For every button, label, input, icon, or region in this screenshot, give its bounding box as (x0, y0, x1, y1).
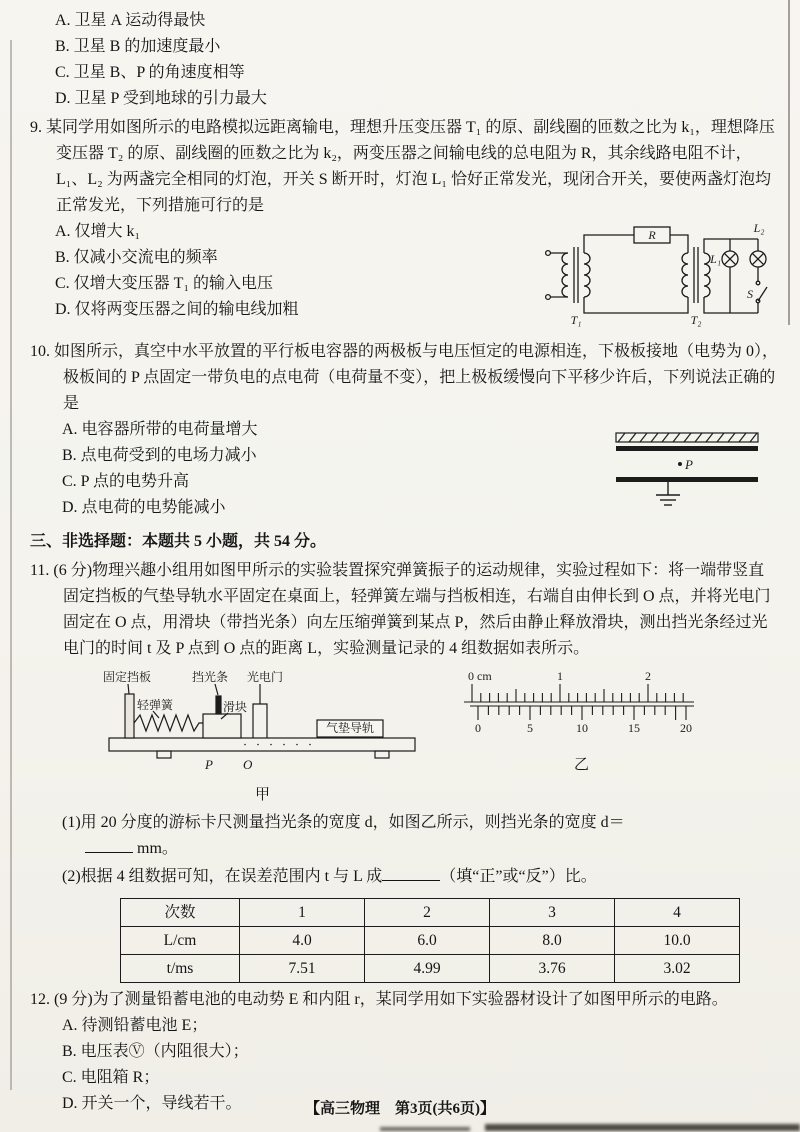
table-row-header (121, 899, 740, 927)
scan-edge-right (788, 0, 790, 325)
table-cell: 4.99 (365, 955, 490, 983)
q10-option-a: A. 电容器所带的电荷量增大 (62, 421, 258, 438)
q10-option-c: C. P 点的电势升高 (62, 473, 189, 490)
figure-caption-yi: 乙 (573, 757, 589, 773)
q9-options (30, 219, 538, 323)
q8-option-a: A. 卫星 A 运动得最快 (55, 12, 206, 29)
main-scale-label-1: 1 (557, 669, 563, 683)
q9-option-b: B. 仅减小交流电的频率 (55, 249, 218, 266)
fixed-baffle (125, 694, 134, 738)
label-point-o: O (243, 757, 253, 772)
q11-subquestion-1-blank-line: mm。 (30, 836, 778, 862)
q10-capacitor-figure (604, 419, 772, 526)
q11-subquestion-1: (1)用 20 分度的游标卡尺测量挡光条的宽度 d，如图乙所示，则挡光条的宽度 d＝ (62, 814, 625, 831)
air-track (109, 738, 415, 751)
q9-option-a: A. 仅增大 k₁ (55, 223, 141, 240)
vernier-scale-ticks (478, 706, 686, 720)
table-cell: 3.02 (615, 955, 740, 983)
photogate (253, 704, 267, 738)
q9-circuit-figure (538, 221, 778, 336)
q9-option-d: D. 仅将两变压器之间的输电线加粗 (55, 301, 299, 318)
track-foot-left (157, 751, 171, 758)
t2-secondary-coil (704, 253, 710, 297)
vernier-label-10: 10 (576, 721, 588, 735)
q8-option-c: C. 卫星 B、P 的角速度相等 (55, 64, 245, 81)
main-scale-label-0: 0 cm (468, 669, 492, 683)
q11-apparatus-figure (95, 668, 430, 808)
q8-options (30, 8, 778, 112)
circuit-label-s: S (747, 287, 753, 301)
section3-heading: 三、非选择题：本题共 5 小题，共 54 分。 (30, 533, 327, 550)
table-cell: 7.51 (240, 955, 365, 983)
q11-subquestion-2: (2)根据 4 组数据可知，在误差范围内 t 与 L 成 （填“正”或“反”）比。 (30, 864, 778, 890)
q12-number: 12. (30, 991, 50, 1008)
scan-edge-left (10, 40, 12, 1090)
q10-number: 10. (30, 343, 50, 360)
vernier-label-15: 15 (628, 721, 640, 735)
switch-blade (758, 287, 767, 301)
circuit-label-l1: L₁ (710, 252, 721, 266)
table-cell: 10.0 (615, 927, 740, 955)
label-point-p: P (205, 757, 213, 772)
table-cell: 4.0 (240, 927, 365, 955)
page-footer: 【高三物理 第3页(共6页)】 (305, 1101, 495, 1117)
spring (134, 715, 203, 731)
scan-smudge-bottom (485, 1124, 800, 1131)
table-row-t (121, 955, 740, 983)
q10-option-d: D. 点电荷的电势能减小 (62, 499, 226, 516)
ground-icon (656, 482, 680, 505)
circuit-label-t2: T₂ (690, 313, 702, 327)
point-charge-dot (678, 462, 682, 466)
page-content (30, 8, 778, 1117)
q12-item-b: B. 电压表Ⓥ（内阻很大）； (62, 1043, 249, 1060)
q11-stem: 11. (6 分)物理兴趣小组用如图甲所示的实验装置探究弹簧振子的运动规律，实验过程如下：将一端带竖直固定挡板的气垫导轨水平固定在桌面上，轻弹簧左端与挡板相连，右端自由伸长到 O 点，并将光电门固定在 O 点，用滑块（带挡光条）向左压缩弹簧到某点 P，然后由静止释放滑块，测出挡光条经过光电门的时间 t 及 P 点到 O 点的距离 L，实验测量记录的 4 组数据如表所示。 (30, 562, 771, 657)
circuit-label-r: R (648, 228, 656, 242)
label-track: 气垫导轨 (325, 721, 375, 735)
q9-number: 9. (30, 119, 42, 136)
table-cell: 1 (240, 899, 365, 927)
q12-item-d: D. 开关一个，导线若干。 (62, 1095, 242, 1112)
q11-number: 11. (30, 562, 50, 579)
table-cell: 6.0 (365, 927, 490, 955)
label-flag: 挡光条 (192, 670, 229, 684)
source-terminal-bottom (546, 295, 551, 300)
capacitor-label-p: P (685, 457, 693, 472)
q11-data-table (120, 898, 740, 983)
vernier-label-0: 0 (475, 721, 481, 735)
t1-secondary-coil (584, 253, 590, 297)
table-cell: 8.0 (490, 927, 615, 955)
table-cell: 次数 (121, 899, 240, 927)
t2-primary-coil (682, 253, 688, 297)
table-cell: L/cm (121, 927, 240, 955)
q11-vernier-figure (454, 668, 709, 778)
shutter-flag (216, 696, 221, 714)
circuit-label-l2: L₂ (753, 221, 765, 235)
label-spring: 轻弹簧 (137, 698, 174, 712)
q10-option-b: B. 点电荷受到的电场力减小 (62, 447, 257, 464)
q9-stem: 9. 某同学用如图所示的电路模拟远距离输电，理想升压变压器 T₁ 的原、副线圈的匝数之比为 k₁，理想降压变压器 T₂ 的原、副线圈的匝数之比为 k₂，两变压器之间输电线的总电阻为 R，其余线路电阻不计，L₁、L₂ 为两盏完全相同的灯泡，开关 S 断开时，灯泡 L₁ 恰好正常发光，现闭合开关，要使两盏灯泡均正常发光，下列措施可行的是 (30, 119, 775, 214)
bottom-plate (616, 477, 758, 482)
table-cell: 3.76 (490, 955, 615, 983)
scan-smudge-bottom-left (380, 1127, 470, 1131)
q10-options (30, 417, 604, 521)
q11-figures-row (95, 668, 778, 808)
main-scale-label-2: 2 (645, 669, 651, 683)
table-row-L (121, 927, 740, 955)
answer-blank (85, 837, 133, 853)
label-slider: 滑块 (223, 700, 248, 714)
table-cell: 4 (615, 899, 740, 927)
label-baffle: 固定挡板 (103, 670, 152, 684)
q8-option-b: B. 卫星 B 的加速度最小 (55, 38, 221, 55)
table-cell: t/ms (121, 955, 240, 983)
q8-option-d: D. 卫星 P 受到地球的引力最大 (55, 90, 267, 107)
figure-caption-jia: 甲 (254, 787, 270, 803)
q10-stem: 10. 如图所示，真空中水平放置的平行板电容器的两极板与电压恒定的电源相连，下极板接地（电势为 0），极板间的 P 点固定一带负电的点电荷（电荷量不变），把上极板缓慢向下平移少许后，下列说法正确的是 (30, 343, 779, 412)
q9-options-row (30, 219, 778, 336)
answer-blank (382, 865, 440, 881)
table-cell: 3 (490, 899, 615, 927)
q12-item-c: C. 电阻箱 R； (62, 1069, 160, 1086)
track-foot-right (375, 751, 389, 758)
q9-option-c: C. 仅增大变压器 T₁ 的输入电压 (55, 275, 274, 292)
t1-primary-coil (562, 253, 568, 297)
main-scale-ticks (472, 684, 683, 702)
vernier-label-20: 20 (680, 721, 692, 735)
circuit-label-t1: T₁ (570, 313, 582, 327)
top-plate (616, 446, 758, 451)
label-photogate: 光电门 (247, 670, 284, 684)
q12-stem: 12. (9 分)为了测量铅蓄电池的电动势 E 和内阻 r，某同学用如下实验器材设计了如图甲所示的电路。 (30, 991, 728, 1008)
q10-options-row (30, 417, 778, 526)
table-cell: 2 (365, 899, 490, 927)
q12-item-a: A. 待测铅蓄电池 E； (62, 1017, 208, 1034)
vernier-label-5: 5 (527, 721, 533, 735)
source-terminal-top (546, 251, 551, 256)
